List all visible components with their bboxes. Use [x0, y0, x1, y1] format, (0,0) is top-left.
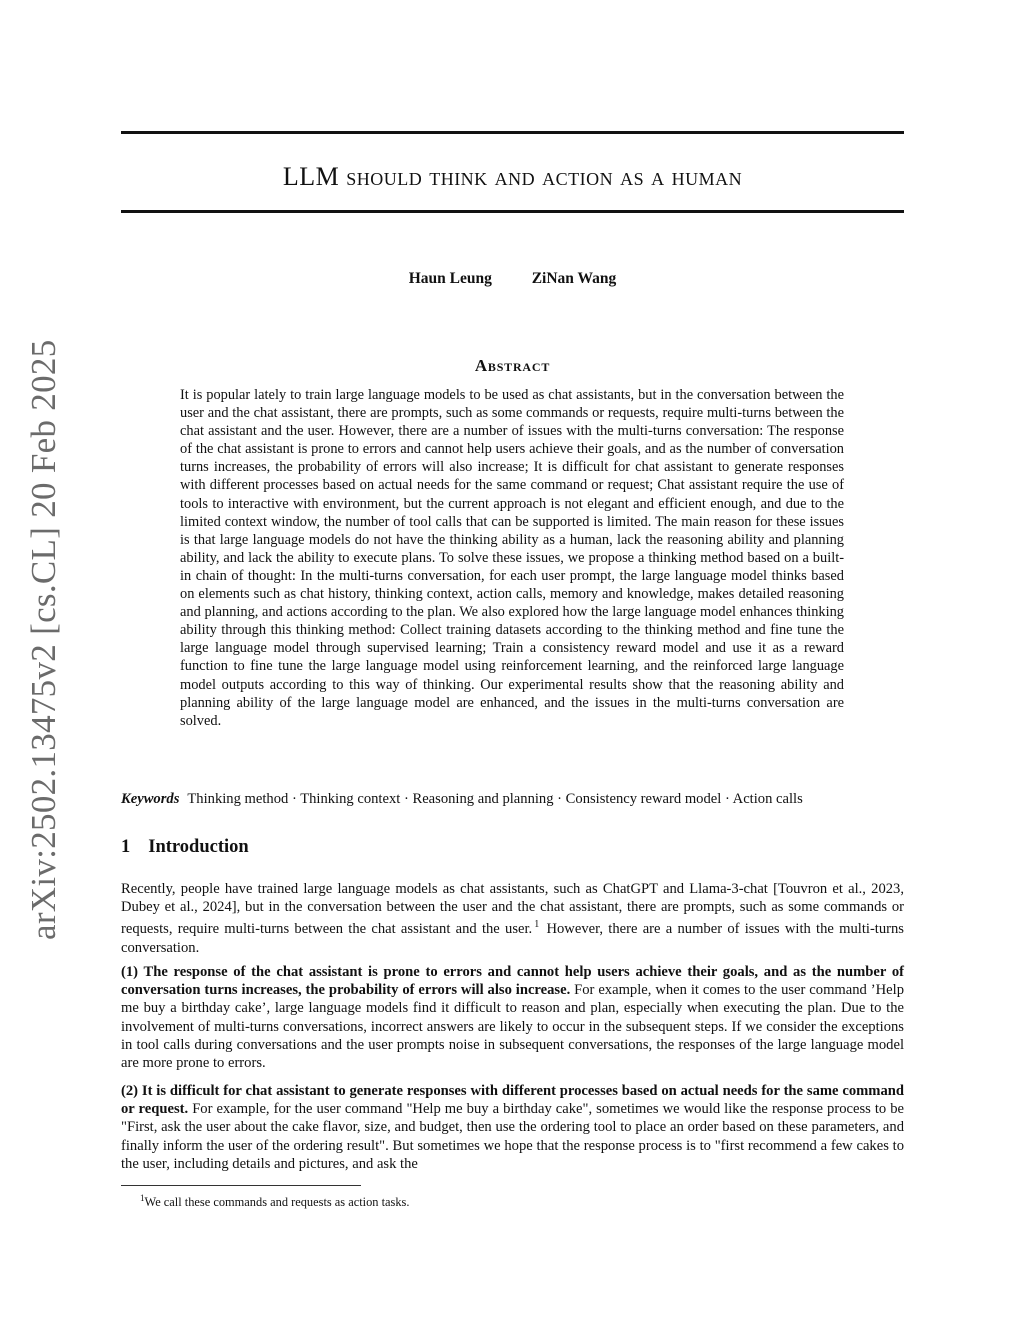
- keywords-line: [121, 790, 904, 808]
- intro-paragraph-2: [121, 963, 904, 1072]
- footnote-mark: 1: [140, 1193, 145, 1203]
- intro-paragraph-3: [121, 1082, 904, 1173]
- issue-1-statement: (1) The response of the chat assistant is prone to errors and cannot help users achieve their goals, and as the number of conversation turns increases, the probability of errors will also increase.: [121, 964, 904, 999]
- section-title: Introduction: [148, 837, 249, 857]
- intro-p1-tail: However, there are a number of issues with the multi-turns conversation.: [121, 921, 904, 956]
- author-list: [121, 270, 904, 288]
- footnote-divider: [121, 1185, 361, 1186]
- issue-2-statement: (2) It is difficult for chat assistant to generate responses with different processes based on actual needs for the same command or request.: [121, 1083, 904, 1118]
- issue-1-explanation: For example, when it comes to the user command ’Help me buy a birthday cake’, large language models find it difficult to reason and plan, especially when executing the plan. Due to the involvement of multi-turns conversations, incorrect answers are likely to occur in the subsequent steps. If we consider the exceptions in tool calls during conversations and the user prompts noise in subsequent conversations, the responses of the large language model are more prone to errors.: [121, 982, 904, 1072]
- author-name: Haun Leung: [408, 270, 492, 287]
- section-number: 1: [121, 837, 131, 857]
- intro-p1-text: Recently, people have trained large language models as chat assistants, such as ChatGPT and Llama-3-chat [Touvron et al., 2023, Dubey et al., 2024], but in the conversation between the user and the chat assistant, there are prompts, such as some commands or requests, require multi-turns between the chat assistant and the user.: [121, 881, 904, 938]
- arxiv-identifier-stamp: arXiv:2502.13475v2 [cs.CL] 20 Feb 2025: [24, 339, 63, 940]
- footnote: [140, 1190, 409, 1210]
- author-name: ZiNan Wang: [531, 270, 617, 287]
- title-top-rule: [121, 131, 904, 134]
- abstract-body: It is popular lately to train large language models to be used as chat assistants, but in the conversation between the user and the chat assistant, there are prompts, such as some commands or requests, require multi-turns between the chat assistant and the user. However, there are a number of issues with the multi-turns conversation: The response of the chat assistant is prone to errors and cannot help users achieve their goals, and as the number of conversation turns increases, the probability of errors will also increase; It is difficult for chat assistant to generate responses with different processes based on actual needs for the same command or request; Chat assistant require the use of tools to interactive with environment, but the current approach is not elegant and efficient enough, and due to the limited context window, the number of tool calls that can be supported is limited. The main reason for these issues is that large language models do not have the thinking ability as a human, lack the reasoning ability and planning ability, and lack the ability to execute plans. To solve these issues, we propose a thinking method based on a built-in chain of thought: In the multi-turns conversation, for each user prompt, the large language model thinks based on elements such as chat history, thinking context, action calls, memory and knowledge, makes detailed reasoning and planning, and actions according to the plan. We also explored how the large language model enhances thinking ability through this thinking method: Collect training datasets according to the thinking method and fine tune the large language model through supervised learning; Train a consistency reward model and use it as a reward function to fine tune the large language model using reinforcement learning, and the reinforced large language model outputs according to this way of thinking. Our experimental results show that the reasoning ability and planning ability of the large language model are enhanced, and the issues in the multi-turns conversation are solved.: [180, 387, 844, 729]
- section-heading-introduction: [121, 837, 249, 858]
- footnote-reference[interactable]: 1: [534, 919, 540, 931]
- keywords-label: Keywords: [121, 791, 180, 807]
- title-bottom-rule: [121, 210, 904, 213]
- intro-paragraph-1: [121, 880, 904, 957]
- paper-title: LLM should think and action as a human: [282, 162, 743, 191]
- footnote-text: We call these commands and requests as action tasks.: [144, 1195, 410, 1209]
- keywords-text: Thinking method · Thinking context · Reasoning and planning · Consistency reward model · Action calls: [187, 791, 803, 807]
- abstract-heading: Abstract: [474, 356, 551, 375]
- issue-2-explanation: For example, for the user command "Help me buy a birthday cake", sometimes we would like the response process to be "First, ask the user about the cake flavor, size, and budget, then use the ordering tool to place an order based on these parameters, and finally inform the user of the ordering result". But sometimes we hope that the response process is to "first recommend a few cakes to the user, including details and pictures, and ask the: [121, 1101, 904, 1172]
